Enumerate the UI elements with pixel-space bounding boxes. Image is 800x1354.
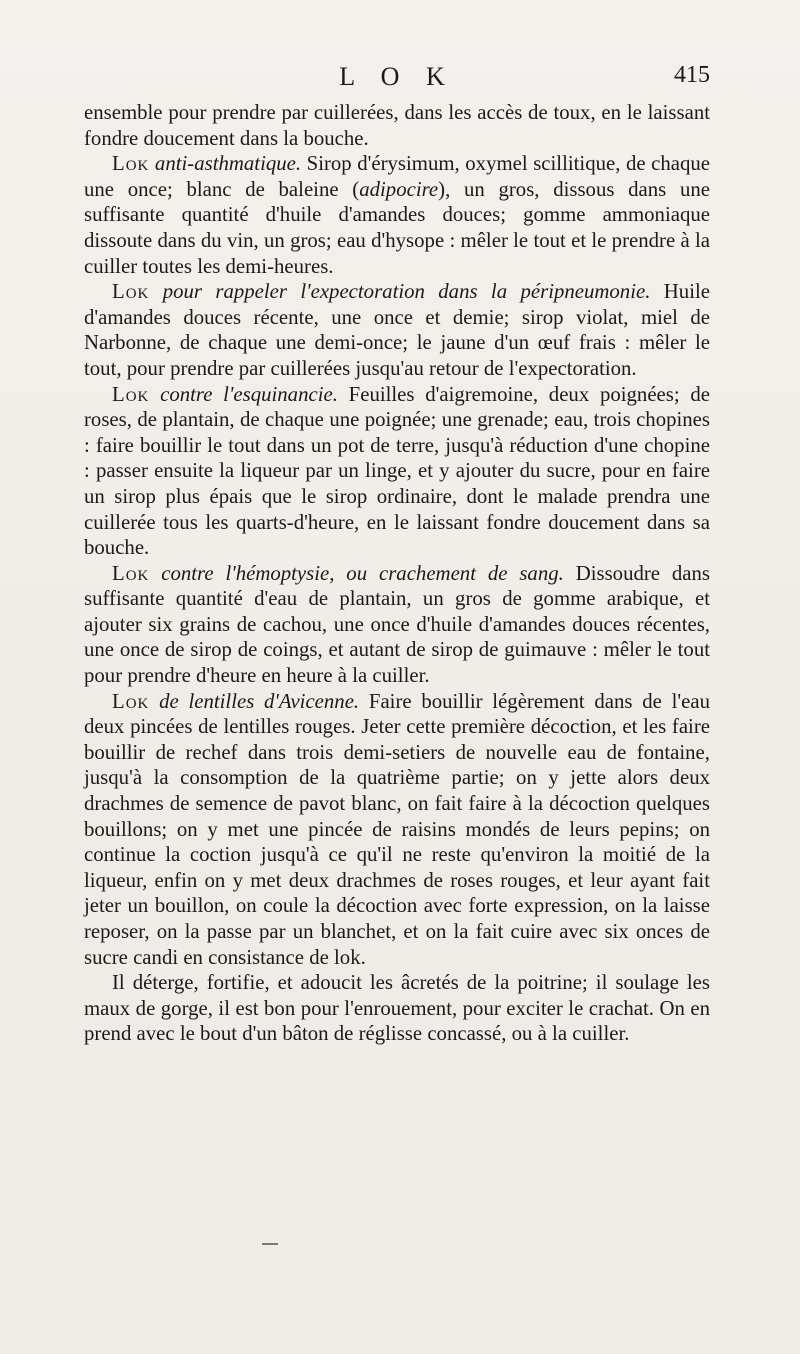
body-text (84, 100, 710, 1047)
entry-lead: Lok (112, 280, 150, 304)
paragraph-lok-anti-asthmatique (84, 151, 710, 279)
paragraph-continuation (84, 100, 710, 151)
entry-title: de lentilles d'Avicenne. (159, 689, 360, 713)
entry-lead: Lok (112, 382, 150, 406)
paragraph-properties (84, 970, 710, 1047)
entry-lead: Lok (112, 561, 150, 585)
paragraph-text: Sirop d'érysimum, oxymel scillitique, de chaque une once; blanc de baleine ( (84, 152, 711, 201)
entry-title: pour rappeler l'expectoration dans la péripneumonie. (162, 280, 651, 304)
entry-title: contre l'esquinancie. (160, 382, 338, 406)
paragraph-text-after: ), un gros, dissous dans une suffisante quantité d'huile d'amandes douces; gomme ammoniaque dissoute dans du vin, un gros; eau d'hysope : mêler le tout et le prendre à la cuiller toutes les demi-heures. (84, 177, 710, 278)
page-number: 415 (674, 62, 710, 88)
paragraph-lok-esquinancie (84, 382, 710, 561)
entry-title: anti-asthmatique. (154, 152, 302, 176)
entry-lead: Lok (112, 689, 150, 713)
entry-lead: Lok (112, 152, 150, 176)
paragraph-lok-hemoptysie (84, 561, 710, 689)
page-header (84, 62, 710, 102)
running-head: L O K (339, 62, 455, 91)
paragraph-text: Il déterge, fortifie, et adoucit les âcretés de la poitrine; il soulage les maux de gorge, il est bon pour l'enrouement, pour exciter le crachat. On en prend avec le bout d'un bâton de réglisse concassé, ou à la cuiller. (84, 971, 710, 1046)
paragraph-text: ensemble pour prendre par cuillerées, dans les accès de toux, en le laissant fondre doucement dans la bouche. (84, 101, 710, 150)
footer-dash (262, 1243, 278, 1245)
paragraph-lok-lentilles (84, 689, 710, 971)
inline-italic: adipocire (359, 177, 439, 201)
paragraph-text: Huile d'amandes douces récente, une once et demie; sirop violat, miel de Narbonne, de chaque une demi-once; le jaune d'un œuf frais : mêler le tout, pour prendre par cuillerées jusqu'au retour de l'expectoration. (84, 280, 710, 380)
paragraph-text: Dissoudre dans suffisante quantité d'eau de plantain, un gros de gomme arabique, et ajouter six grains de cachou, une once d'huile d'amandes douces récentes, une once de sirop de coings, et autant de sirop de guimauve : mêler le tout pour prendre d'heure en heure à la cuiller. (84, 561, 711, 688)
entry-title: contre l'hémoptysie, ou crachement de sang. (161, 561, 564, 585)
paragraph-text: Faire bouillir légèrement dans de l'eau deux pincées de lentilles rouges. Jeter cette première décoction, et les faire bouillir de rechef dans trois demi-setiers de nouvelle eau de fontaine, jusqu'à la consomption de la quatrième partie; on y jette alors deux drachmes de semence de pavot blanc, on fait faire à la décoction quelques bouillons; on y met une pincée de raisins mondés de leurs pepins; on continue la coction jusqu'à ce qu'il ne reste qu'environ la moitié de la liqueur, enfin on y met deux drachmes de roses rouges, et leur ayant fait jeter un bouillon, on coule la décoction avec forte expression, on la laisse reposer, on la passe par un blanchet, et on la fait cuire avec six onces de sucre candi en consistance de lok. (84, 689, 710, 969)
paragraph-text: Feuilles d'aigremoine, deux poignées; de roses, de plantain, de chaque une poignée; une grenade; eau, trois chopines : faire bouillir le tout dans un pot de terre, jusqu'à réduction d'une chopine : passer ensuite la liqueur par un linge, et y ajouter du sucre, pour en faire un sirop plus épais que le sirop ordinaire, dont le malade prendra une cuillerée tous les quarts-d'heure, en le laissant fondre doucement dans sa bouche. (84, 382, 710, 560)
paragraph-lok-expectoration (84, 279, 710, 381)
